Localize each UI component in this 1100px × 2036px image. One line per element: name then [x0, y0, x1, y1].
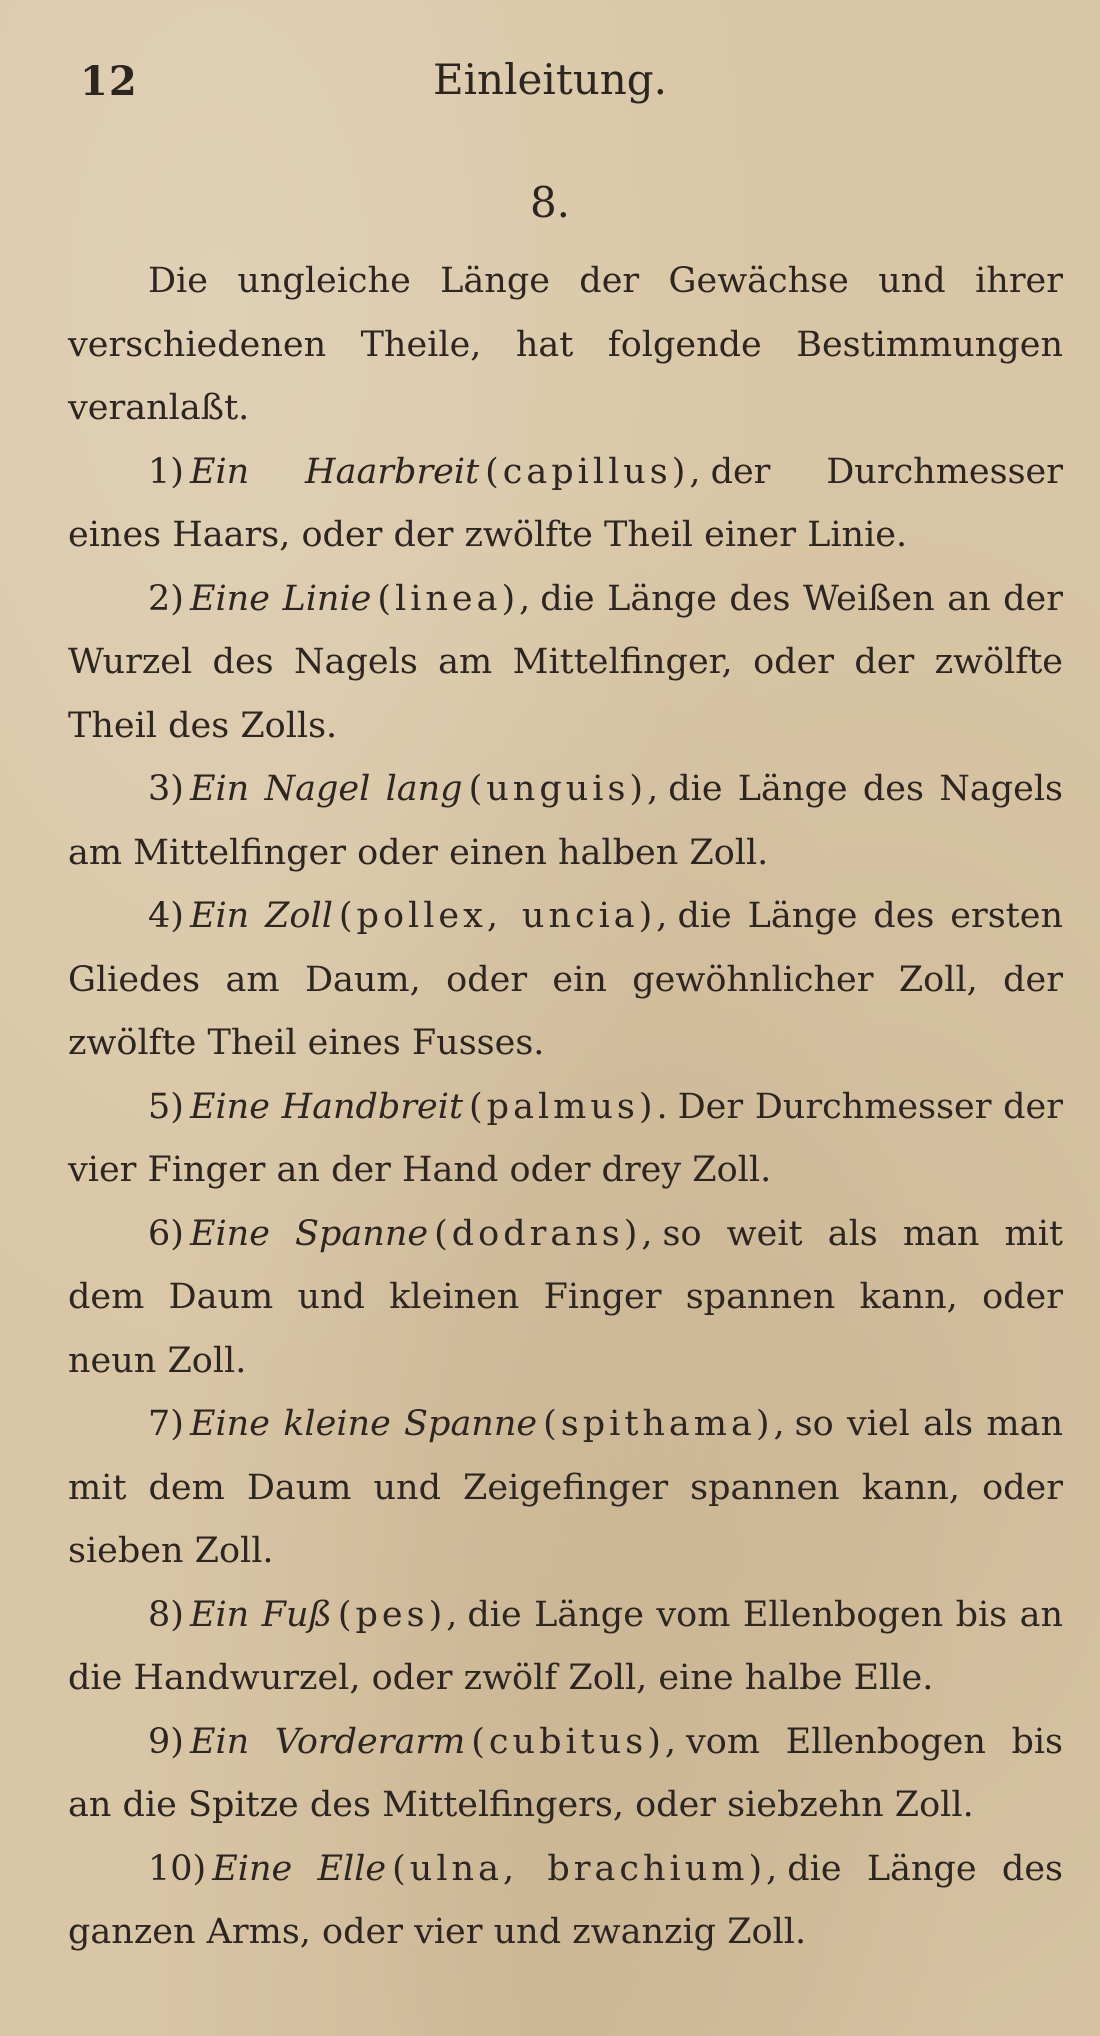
item-number: 10) — [148, 1848, 207, 1889]
measure-item-3 — [68, 758, 1063, 885]
section-number: 8. — [529, 178, 571, 227]
item-description: Der Durchmesser der vier Finger an der Hand oder drey Zoll. — [68, 1086, 1063, 1190]
item-number: 2) — [148, 578, 184, 619]
body-text — [68, 250, 1063, 1965]
item-number: 5) — [148, 1086, 184, 1127]
item-term: Eine Elle — [212, 1848, 387, 1889]
measure-item-1 — [68, 441, 1063, 568]
item-latin: (palmus). — [469, 1086, 672, 1127]
item-latin: (spithama), — [543, 1404, 789, 1444]
running-title: Einleitung. — [432, 55, 668, 104]
item-description: die Länge des ersten Gliedes am Daum, oder ein gewöhnlicher Zoll, der zwölfte Theil eines Fusses. — [68, 896, 1064, 1063]
item-description: so weit als man mit dem Daum und kleinen Finger spannen kann, oder neun Zoll. — [68, 1213, 1063, 1381]
item-latin: (pes), — [337, 1594, 462, 1635]
item-latin: (linea), — [377, 578, 535, 619]
page-number: 12 — [80, 58, 138, 105]
item-description: die Länge des ganzen Arms, oder vier und zwanzig Zoll. — [68, 1848, 1063, 1952]
item-description: die Länge des Nagels am Mittelfinger oder einen halben Zoll. — [68, 769, 1063, 873]
item-description: so viel als man mit dem Daum und Zeigefinger spannen kann, oder sieben Zoll. — [68, 1404, 1064, 1571]
item-latin: (cubitus), — [471, 1721, 681, 1762]
measure-item-5 — [68, 1076, 1063, 1203]
item-latin: (pollex, uncia), — [338, 896, 672, 936]
item-description: vom Ellenbogen bis an die Spitze des Mittelfingers, oder siebzehn Zoll. — [68, 1721, 1063, 1825]
item-latin: (ulna, brachium), — [392, 1848, 782, 1889]
item-description: die Länge des Weißen an der Wurzel des Nagels am Mittelfinger, oder der zwölfte Theil des Zolls. — [68, 578, 1063, 746]
item-term: Ein Zoll — [189, 896, 333, 936]
item-latin: (dodrans), — [434, 1213, 657, 1254]
measure-item-9 — [68, 1711, 1063, 1838]
item-term: Ein Vorderarm — [189, 1721, 466, 1762]
item-number: 9) — [148, 1721, 184, 1762]
item-number: 6) — [148, 1213, 184, 1254]
item-term: Eine Spanne — [189, 1213, 429, 1254]
measure-item-2 — [68, 568, 1063, 759]
item-number: 3) — [148, 769, 184, 809]
measure-item-10 — [68, 1838, 1063, 1965]
measure-item-6 — [68, 1203, 1063, 1394]
item-term: Eine Linie — [189, 578, 372, 619]
item-latin: (unguis), — [468, 769, 663, 809]
item-description: die Länge vom Ellenbogen bis an die Handwurzel, oder zwölf Zoll, eine halbe Elle. — [68, 1594, 1063, 1698]
measure-item-7 — [68, 1393, 1063, 1584]
item-term: Ein Haarbreit — [189, 451, 480, 492]
item-number: 8) — [148, 1594, 184, 1635]
measure-item-4 — [68, 885, 1063, 1076]
item-term: Ein Fuß — [189, 1594, 332, 1635]
item-number: 4) — [148, 896, 184, 936]
intro-paragraph: Die ungleiche Länge der Gewächse und ihrer verschiedenen Theile, hat folgende Bestimmungen veranlaßt. — [68, 261, 1063, 428]
item-latin: (capillus), — [485, 451, 705, 492]
item-term: Ein Nagel lang — [189, 769, 463, 809]
item-description: der Durchmesser eines Haars, oder der zwölfte Theil einer Linie. — [68, 451, 1063, 555]
item-term: Eine kleine Spanne — [189, 1404, 538, 1444]
item-number: 7) — [148, 1404, 184, 1444]
measure-item-8 — [68, 1584, 1063, 1711]
item-term: Eine Handbreit — [189, 1086, 464, 1127]
item-number: 1) — [148, 451, 184, 492]
